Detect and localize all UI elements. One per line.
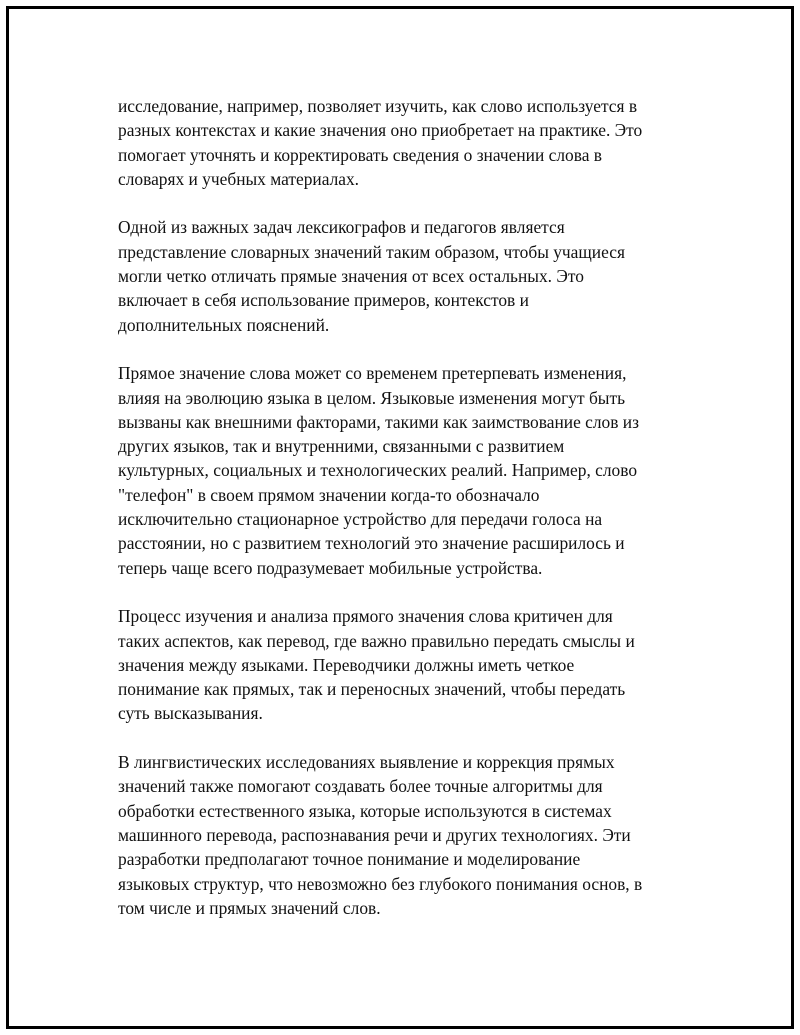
text-line: разработки предполагают точное понимание и моделирование: [118, 849, 581, 870]
paragraph-4: [118, 604, 678, 725]
text-line: обработки естественного языка, которые используются в системах: [118, 800, 612, 821]
text-line: понимание как прямых, так и переносных значений, чтобы передать: [118, 679, 626, 700]
text-line: В лингвистических исследованиях выявление и коррекция прямых: [118, 752, 615, 773]
text-line: дополнительных пояснений.: [118, 314, 330, 335]
paragraph-2: [118, 215, 678, 336]
text-line: вызваны как внешними факторами, такими как заимствование слов из: [118, 411, 639, 432]
text-line: Процесс изучения и анализа прямого значения слова критичен для: [118, 606, 613, 627]
paragraph-3: [118, 361, 678, 580]
text-line: других языков, так и внутренними, связанными с развитием: [118, 436, 565, 457]
text-line: исключительно стационарное устройство для передачи голоса на: [118, 509, 603, 530]
text-line: теперь чаще всего подразумевает мобильные устройства.: [118, 557, 543, 578]
text-line: расстоянии, но с развитием технологий это значение расширилось и: [118, 533, 625, 554]
text-line: словарях и учебных материалах.: [118, 168, 360, 189]
text-line: машинного перевода, распознавания речи и других технологиях. Эти: [118, 824, 631, 845]
document-body: [118, 94, 678, 944]
text-line: таких аспектов, как перевод, где важно правильно передать смыслы и: [118, 630, 635, 651]
text-line: языковых структур, что невозможно без глубокого понимания основ, в: [118, 873, 643, 894]
paragraph-5: [118, 750, 678, 920]
text-line: суть высказывания.: [118, 703, 263, 724]
text-line: значения между языками. Переводчики должны иметь четкое: [118, 654, 575, 675]
text-line: включает в себя использование примеров, контекстов и: [118, 290, 529, 311]
text-line: культурных, социальных и технологических реалий. Например, слово: [118, 460, 638, 481]
text-line: "телефон" в своем прямом значении когда-то обозначало: [118, 484, 540, 505]
text-line: влияя на эволюцию языка в целом. Языковые изменения могут быть: [118, 387, 626, 408]
text-line: помогает уточнять и корректировать сведения о значении слова в: [118, 144, 602, 165]
text-line: том числе и прямых значений слов.: [118, 897, 381, 918]
text-line: Прямое значение слова может со временем претерпевать изменения,: [118, 363, 627, 384]
text-line: исследование, например, позволяет изучить, как слово используется в: [118, 96, 638, 116]
text-line: разных контекстах и какие значения оно приобретает на практике. Это: [118, 120, 643, 141]
paragraph-1: [118, 94, 678, 191]
text-line: могли четко отличать прямые значения от всех остальных. Это: [118, 266, 584, 287]
text-line: Одной из важных задач лексикографов и педагогов является: [118, 217, 565, 238]
text-line: значений также помогают создавать более точные алгоритмы для: [118, 776, 603, 797]
text-line: представление словарных значений таким образом, чтобы учащиеся: [118, 241, 625, 262]
